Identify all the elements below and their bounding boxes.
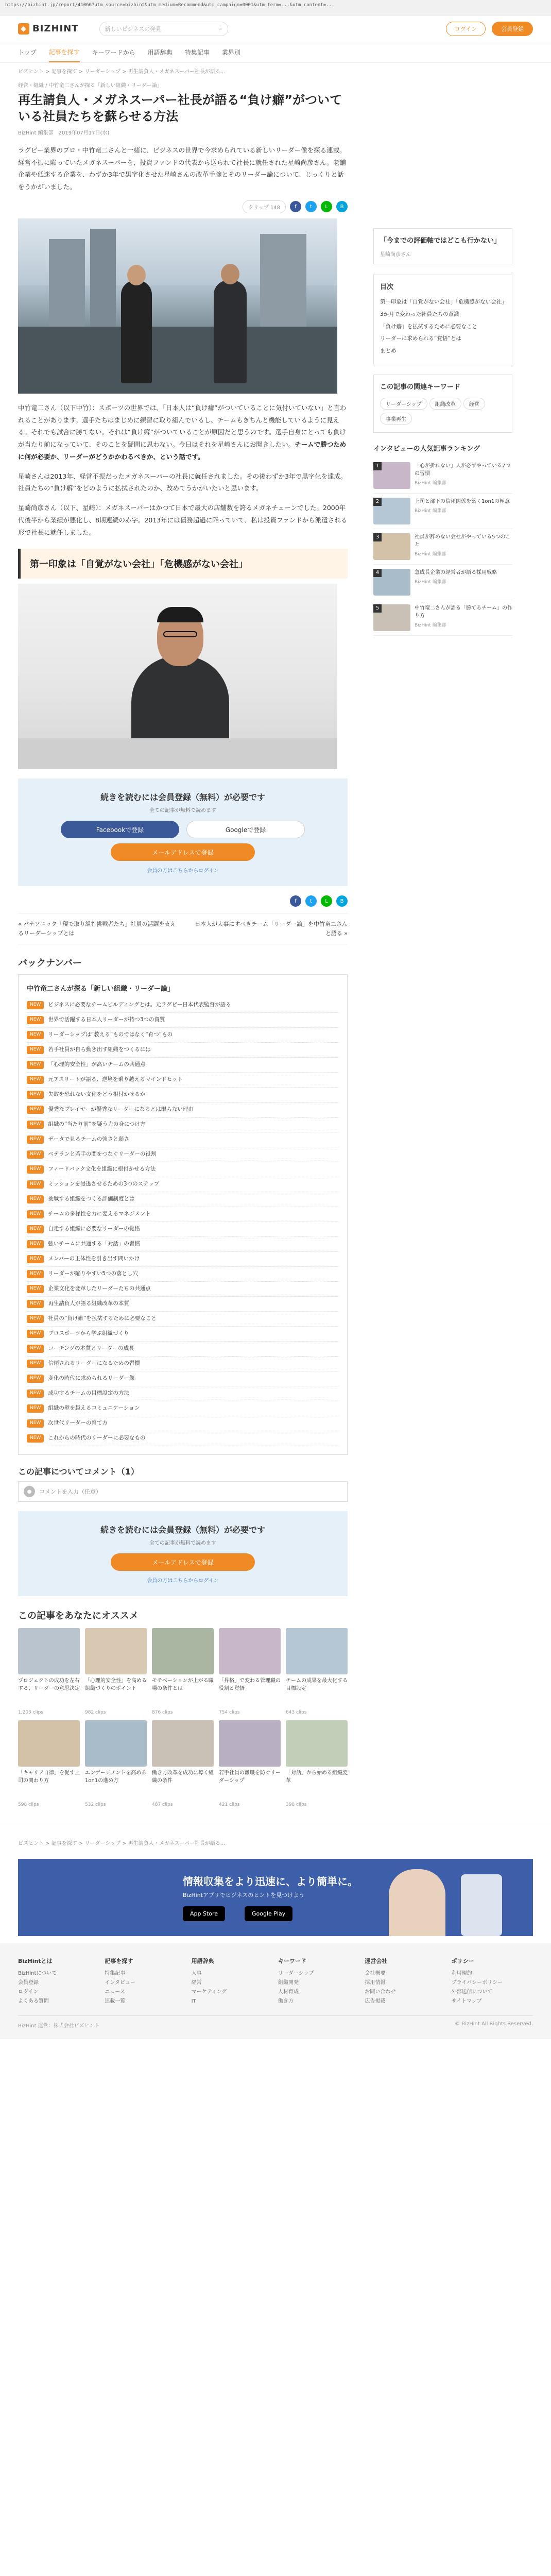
backnumber-item[interactable] xyxy=(27,1327,339,1342)
backnumber-subtitle[interactable]: 中竹竜二さんが探る「新しい組織・リーダー論」 xyxy=(27,985,175,993)
footer-link[interactable]: BizHintについて xyxy=(18,1971,57,1977)
ranking-meta: BizHint 編集部 xyxy=(415,579,446,585)
keyword-chip[interactable]: 組織改革 xyxy=(429,398,461,410)
new-badge: NEW xyxy=(27,1001,44,1009)
recommend-thumbnail xyxy=(85,1628,147,1674)
toc-item[interactable]: リーダーに求められる“覚悟”とは xyxy=(380,335,461,342)
recommend-card-title: 「対話」から始める組織変革 xyxy=(286,1770,348,1784)
article-photo xyxy=(18,218,337,394)
register-cta-box xyxy=(18,778,348,886)
search-input[interactable] xyxy=(99,22,228,36)
prev-article-link[interactable]: « パナソニック「現で取り組む挑戦者たち」社員の活躍を支えるリーダーシップとは xyxy=(18,921,176,937)
recommend-card[interactable] xyxy=(219,1628,281,1715)
new-badge: NEW xyxy=(27,1210,44,1218)
recommend-card-meta: 643 clips xyxy=(286,1710,307,1716)
footer-link[interactable]: よくある質問 xyxy=(18,1998,49,2005)
ranking-item[interactable] xyxy=(373,565,512,600)
backnumber-item-title: リーダーが陥りやすい5つの落とし穴 xyxy=(48,1270,139,1277)
app-store-button[interactable]: App Store xyxy=(183,1906,225,1921)
register-cta-title-2: 続きを読むには会員登録（無料）が必要です xyxy=(100,1525,265,1535)
backnumber-item-title: 変化の時代に求められるリーダー像 xyxy=(48,1375,135,1382)
recommend-card-meta: 754 clips xyxy=(219,1710,240,1716)
prev-next-nav xyxy=(18,913,348,944)
rank-number: 3 xyxy=(373,533,382,541)
backnumber-item-title: 世界で活躍する日本人リーダーが持つ3つの資質 xyxy=(48,1016,165,1023)
banner-title: 情報収集をより迅速に、より簡単に。 xyxy=(183,1875,358,1888)
backnumber-item-title: データで見るチームの強さと弱さ xyxy=(48,1136,129,1143)
breadcrumb[interactable]: ビズヒント > 記事を探す > リーダーシップ > 再生請負人・メガネスーパー社長が語る... xyxy=(18,69,226,75)
new-badge: NEW xyxy=(27,1106,44,1114)
ranking-item[interactable] xyxy=(373,494,512,529)
email-register-button-2[interactable]: メールアドレスで登録 xyxy=(111,1553,255,1571)
backnumber-item[interactable] xyxy=(27,1416,339,1431)
ranking-item[interactable] xyxy=(373,529,512,565)
new-badge: NEW xyxy=(27,1300,44,1308)
footer-link[interactable]: プライバシーポリシー xyxy=(451,1980,503,1986)
backnumber-item-title: 組織の“当たり前”を疑う力の身につけ方 xyxy=(48,1121,146,1128)
backnumber-item-title: 組織の壁を越えるコミュニケーション xyxy=(48,1405,140,1412)
line-icon[interactable]: L xyxy=(321,895,332,907)
bizhint-logo-icon: ◆ xyxy=(18,23,29,35)
site-footer xyxy=(0,1943,551,2039)
backnumber-item[interactable] xyxy=(27,1401,339,1416)
email-register-button[interactable]: メールアドレスで登録 xyxy=(111,843,255,861)
backnumber-item[interactable] xyxy=(27,1028,339,1043)
backnumber-item-title: ミッションを浸透させるための3つのステップ xyxy=(48,1181,160,1188)
backnumber-item[interactable] xyxy=(27,1357,339,1371)
new-badge: NEW xyxy=(27,1225,44,1233)
register-cta-sub-2: 全ての記事が無料で読めます xyxy=(149,1540,216,1547)
recommend-thumbnail xyxy=(219,1628,281,1674)
nav-item-articles[interactable]: 記事を探す xyxy=(49,42,80,62)
ranking-item[interactable] xyxy=(373,458,512,494)
register-button[interactable]: 会員登録 xyxy=(492,22,533,36)
footer-link[interactable]: 会員登録 xyxy=(18,1980,39,1986)
profile-card[interactable] xyxy=(373,228,512,264)
new-badge: NEW xyxy=(27,1330,44,1338)
new-badge: NEW xyxy=(27,1285,44,1293)
recommend-card-title: 働き方改革を成功に導く組織の条件 xyxy=(152,1770,214,1784)
backnumber-item-title: ビジネスに必要なチームビルディングとは。元ラグビー日本代表監督が語る xyxy=(48,1002,231,1008)
article-para-1 xyxy=(18,402,348,463)
backnumber-item-title: ベテランと若手の間をつなぐリーダーの役割 xyxy=(48,1151,157,1158)
google-play-button[interactable]: Google Play xyxy=(245,1906,292,1921)
sidebar xyxy=(373,79,512,1807)
avatar: ● xyxy=(24,1486,35,1497)
recommend-card-title: 「昇格」で変わる管理職の役割と覚悟 xyxy=(219,1678,281,1692)
backnumber-item[interactable] xyxy=(27,1013,339,1028)
ranking-title: 中竹竜二さんが語る「勝てるチーム」の作り方 xyxy=(415,605,512,619)
backnumber-item-title: これからの時代のリーダーに必要なもの xyxy=(48,1435,146,1442)
recommend-card-meta: 532 clips xyxy=(85,1802,106,1808)
backnumber-item-title: 社員の“負け癖”を払拭するために必要なこと xyxy=(48,1315,157,1322)
backnumber-item[interactable] xyxy=(27,1117,339,1132)
line-icon[interactable]: L xyxy=(321,201,332,212)
register-cta-box-2 xyxy=(18,1511,348,1596)
comment-placeholder: コメントを入力（任意） xyxy=(39,1488,101,1496)
register-cta-title: 続きを読むには会員登録（無料）が必要です xyxy=(100,792,265,803)
ranking-title: 急成長企業の経営者が語る採用戦略 xyxy=(415,569,497,575)
new-badge: NEW xyxy=(27,1389,44,1398)
backnumber-item-title: リーダーシップは“教える”ものではなく“育つ”もの xyxy=(48,1031,173,1038)
comments-title: この記事についてコメント（1） xyxy=(18,1467,139,1477)
backnumber-item-title: 若手社員が自ら動き出す組織をつくるには xyxy=(48,1046,151,1053)
backnumber-item[interactable] xyxy=(27,1043,339,1058)
backnumber-item[interactable] xyxy=(27,1222,339,1237)
backnumber-item[interactable] xyxy=(27,1147,339,1162)
toc-item[interactable]: 第一印象は「自覚がない会社」「危機感がない会社」 xyxy=(380,299,507,305)
backnumber-item[interactable] xyxy=(27,1282,339,1297)
article-title: 再生請負人・メガネスーパー社長が語る“負け癖”がついている社員たちを蘇らせる方法 xyxy=(18,93,342,124)
backnumber-item[interactable] xyxy=(27,1073,339,1088)
ranking-meta: BizHint 編集部 xyxy=(415,508,446,514)
new-badge: NEW xyxy=(27,1076,44,1084)
footer-column xyxy=(278,1957,359,2006)
backnumber-item-title: 次世代リーダーの育て方 xyxy=(48,1420,108,1427)
recommend-thumbnail xyxy=(286,1720,348,1767)
article-para-2: 星崎さんは2013年、経営不振だったメガネスーパーの社長に就任されました。その後わずか3年で黒字化を達成。社員たちの“負け癖”をどのように払拭されたのか、改めてうかがいたいと思います。 xyxy=(18,472,347,493)
site-header xyxy=(0,15,551,42)
recommend-thumbnail xyxy=(18,1720,80,1767)
recommend-card-meta: 398 clips xyxy=(286,1802,307,1808)
ranking-meta: BizHint 編集部 xyxy=(415,622,446,628)
login-link[interactable]: 会員の方はこちらからログイン xyxy=(147,868,219,874)
recommend-card[interactable] xyxy=(286,1628,348,1715)
backnumber-item-title: 挑戦する組織をつくる評価制度とは xyxy=(48,1196,135,1202)
backnumber-item[interactable] xyxy=(27,998,339,1013)
footer-link[interactable]: 特集記事 xyxy=(105,1971,126,1977)
footer-link[interactable]: ログイン xyxy=(18,1989,39,1995)
ranking-title: 社員が辞めない会社がやっている5つのこと xyxy=(415,534,511,548)
ranking-section xyxy=(373,443,512,636)
nav-item-keywords[interactable]: キーワードから xyxy=(92,49,135,56)
para1-text: 中竹竜二さん（以下中竹）：スポーツの世界では、「日本人は“負け癖”がついていることに気付いていない」と言われることがあります。選手たちはまじめに練習に取り組んでいるし、チームもきちんと機能しているように見える。それでも試合に勝てない。それは“負け癖”がついていることが原因だと思うのです。選手自身にとっても負けが当たり前になっていて、そのことを疑問に思わない。今日はそれを星崎さんにお聞きしたい。 xyxy=(18,403,347,449)
recommend-thumbnail xyxy=(219,1720,281,1767)
recommend-grid xyxy=(18,1628,348,1807)
backnumber-item[interactable] xyxy=(27,1103,339,1117)
ranking-title: 「心が折れない」人が必ずやっている7つの習慣 xyxy=(415,463,511,477)
footer-link[interactable]: IT xyxy=(191,1998,196,2005)
backnumber-item[interactable] xyxy=(27,1162,339,1177)
new-badge: NEW xyxy=(27,1091,44,1099)
recommend-card-meta: 1,203 clips xyxy=(18,1710,43,1716)
footer-column-heading: 用語辞典 xyxy=(191,1958,214,1965)
copyright: © BizHint All Rights Reserved. xyxy=(455,2021,533,2027)
footer-column xyxy=(105,1957,186,2006)
backnumber-item-title: 「心理的安全性」が高いチームの共通点 xyxy=(48,1061,146,1068)
new-badge: NEW xyxy=(27,1195,44,1204)
recommend-card[interactable] xyxy=(152,1628,214,1715)
new-badge: NEW xyxy=(27,1404,44,1413)
rank-number: 1 xyxy=(373,462,382,470)
backnumber-item[interactable] xyxy=(27,1088,339,1103)
portrait-photo xyxy=(18,584,337,769)
recommend-card[interactable] xyxy=(85,1628,147,1715)
twitter-icon[interactable]: t xyxy=(305,201,317,212)
backnumber-item[interactable] xyxy=(27,1252,339,1267)
new-badge: NEW xyxy=(27,1061,44,1069)
toc-item[interactable]: 「負け癖」を払拭するために必要なこと xyxy=(380,323,477,330)
backnumber-item[interactable] xyxy=(27,1267,339,1282)
new-badge: NEW xyxy=(27,1434,44,1443)
login-link-2[interactable]: 会員の方はこちらからログイン xyxy=(147,1578,219,1584)
comment-input[interactable] xyxy=(18,1481,348,1502)
backnumber-item-title: プロスポーツから学ぶ組織づくり xyxy=(48,1330,129,1337)
backnumber-item[interactable] xyxy=(27,1312,339,1327)
banner-phone-image xyxy=(461,1874,502,1936)
recommend-thumbnail xyxy=(18,1628,80,1674)
para1-emphasis: チームで勝つために何が必要か、リーダーがどうかかわるべきか、という話です。 xyxy=(18,440,347,461)
recommend-card-title: 「心理的安全性」を高める組織づくりのポイント xyxy=(85,1678,147,1692)
ranking-thumbnail xyxy=(373,498,410,524)
footer-column xyxy=(18,1957,99,2006)
ranking-meta: BizHint 編集部 xyxy=(415,480,446,486)
search-icon[interactable]: ⌕ xyxy=(219,25,222,32)
next-article-link[interactable]: 日本人が大事にすべきチーム「リーダー論」を中竹竜二さんと語る » xyxy=(195,921,348,937)
backnumber-item[interactable] xyxy=(27,1371,339,1386)
ranking-thumbnail xyxy=(373,462,410,489)
hatena-icon[interactable]: B xyxy=(336,895,348,907)
clip-button[interactable]: クリップ 148 xyxy=(243,200,286,213)
section-heading: 第一印象は「自覚がない会社」「危機感がない会社」 xyxy=(18,549,348,579)
backnumber-item[interactable] xyxy=(27,1431,339,1446)
article-main xyxy=(18,79,348,1807)
google-register-button[interactable]: Googleで登録 xyxy=(186,821,305,838)
nav-item-top[interactable]: トップ xyxy=(18,49,37,56)
backnumber-item-title: 企業文化を変革したリーダーたちの共通点 xyxy=(48,1285,151,1292)
footer-link[interactable]: リーダーシップ xyxy=(278,1971,314,1977)
footer-link[interactable]: 会社概要 xyxy=(365,1971,386,1977)
footer-link[interactable]: お問い合わせ xyxy=(365,1989,396,1995)
rank-number: 2 xyxy=(373,498,382,506)
recommend-thumbnail xyxy=(152,1628,214,1674)
hatena-icon[interactable]: B xyxy=(336,201,348,212)
new-badge: NEW xyxy=(27,1315,44,1323)
facebook-register-button[interactable]: Facebookで登録 xyxy=(61,821,179,838)
logo-text: BIZHINT xyxy=(32,23,79,34)
recommend-thumbnail xyxy=(85,1720,147,1767)
footer-link[interactable]: 人事 xyxy=(191,1971,202,1977)
related-title: この記事の関連キーワード xyxy=(380,383,461,391)
nav-item-features[interactable]: 特集記事 xyxy=(184,49,210,56)
backnumber-item[interactable] xyxy=(27,1192,339,1207)
rank-number: 4 xyxy=(373,569,382,577)
search-placeholder: 新しいビジネスの発見 xyxy=(105,25,162,32)
recommend-card-meta: 982 clips xyxy=(85,1710,106,1716)
recommend-thumbnail xyxy=(286,1628,348,1674)
article-byline: BizHint 編集部 2019年07月17日(水) xyxy=(18,130,110,136)
footer-breadcrumb[interactable]: ビズヒント > 記事を探す > リーダーシップ > 再生請負人・メガネスーパー社長が語る... xyxy=(0,1823,551,1852)
ranking-meta: BizHint 編集部 xyxy=(415,551,446,557)
footer-link[interactable]: 経営 xyxy=(191,1980,202,1986)
footer-column-heading: キーワード xyxy=(278,1958,306,1965)
keyword-chip[interactable]: 経営 xyxy=(463,398,485,410)
nav-item-glossary[interactable]: 用語辞典 xyxy=(147,49,173,56)
footer-column xyxy=(192,1957,273,2006)
backnumber-item[interactable] xyxy=(27,1237,339,1252)
backnumber-item-title: チームの多様性を力に変えるマネジメント xyxy=(48,1211,151,1217)
article-para-3: 星崎尚彦さん（以下、星崎）：メガネスーパーはかつて日本で最大の店舗数を誇るメガネチェーンでした。2000年代後半から業績が悪化し、8期連続の赤字。2013年には債務超過に陥っていて、私は投資ファンドから派遣される形で社長に就任しました。 xyxy=(18,504,348,536)
recommend-card-meta: 487 clips xyxy=(152,1802,173,1808)
new-badge: NEW xyxy=(27,1360,44,1368)
footer-link[interactable]: マーケティング xyxy=(191,1989,227,1995)
related-keywords xyxy=(373,375,512,433)
share-bar xyxy=(18,200,348,213)
recommend-card[interactable] xyxy=(18,1720,80,1807)
rank-number: 5 xyxy=(373,604,382,613)
footer-column xyxy=(452,1957,533,2006)
toc-item[interactable]: まとめ xyxy=(380,348,397,354)
ranking-thumbnail xyxy=(373,604,410,631)
backnumber-item[interactable] xyxy=(27,1207,339,1222)
share-bar-bottom xyxy=(18,895,348,907)
app-banner[interactable] xyxy=(18,1859,533,1936)
backnumber-item[interactable] xyxy=(27,1058,339,1073)
backnumber-item[interactable] xyxy=(27,1386,339,1401)
footer-link[interactable]: サイトマップ xyxy=(451,1998,482,2005)
footer-link[interactable]: 外部送信について xyxy=(451,1989,493,1995)
backnumber-item-title: 失敗を恐れない文化をどう根付かせるか xyxy=(48,1091,146,1098)
new-badge: NEW xyxy=(27,1180,44,1189)
profile-title: 「今までの評価軸ではどこも行かない」 xyxy=(380,237,501,245)
url-bar[interactable]: https://bizhint.jp/report/41066?utm_source=bizhint&utm_medium=Recommend&utm_campaign=0001&utm_term=...&utm_content=... xyxy=(0,0,551,15)
recommend-card[interactable] xyxy=(286,1720,348,1807)
facebook-icon[interactable]: f xyxy=(290,895,301,907)
recommend-card-title: プロジェクトの成功を左右する、リーダーの意思決定 xyxy=(18,1678,80,1692)
toc-card xyxy=(373,275,512,364)
recommend-card-meta: 876 clips xyxy=(152,1710,173,1716)
toc-title: 目次 xyxy=(380,283,394,291)
ranking-title: インタビューの人気記事ランキング xyxy=(373,445,480,453)
facebook-icon[interactable]: f xyxy=(290,201,301,212)
footer-link[interactable]: 働き方 xyxy=(278,1998,294,2005)
recommend-card[interactable] xyxy=(219,1720,281,1807)
footer-column-heading: 記事を探す xyxy=(105,1958,133,1965)
recommend-card-meta: 598 clips xyxy=(18,1802,39,1808)
new-badge: NEW xyxy=(27,1150,44,1159)
backnumber-item-title: コーチングの本質とリーダーの成長 xyxy=(48,1345,134,1352)
footer-column-heading: ポリシー xyxy=(451,1958,474,1965)
backnumber-item-title: 再生請負人が語る組織改革の本質 xyxy=(48,1300,129,1307)
backnumber-item-title: 信頼されるリーダーになるための習慣 xyxy=(48,1360,140,1367)
keyword-chip[interactable]: 事業再生 xyxy=(380,413,412,425)
twitter-icon[interactable]: t xyxy=(305,895,317,907)
register-cta-sub: 全ての記事が無料で読めます xyxy=(149,808,216,814)
new-badge: NEW xyxy=(27,1375,44,1383)
main-nav xyxy=(0,42,551,63)
backnumber-item[interactable] xyxy=(27,1297,339,1312)
banner-person-image xyxy=(389,1869,445,1936)
login-button[interactable]: ログイン xyxy=(446,22,486,36)
footer-link[interactable]: 組織開発 xyxy=(278,1980,299,1986)
new-badge: NEW xyxy=(27,1255,44,1263)
footer-link[interactable]: 利用規約 xyxy=(451,1971,472,1977)
backnumber-item-title: 成功するチームの目標設定の方法 xyxy=(48,1390,129,1397)
new-badge: NEW xyxy=(27,1345,44,1353)
company-name: BizHint 運営：株式会社ビズヒント xyxy=(18,2023,100,2029)
backnumber-item[interactable] xyxy=(27,1177,339,1192)
recommend-card[interactable] xyxy=(18,1628,80,1715)
ranking-thumbnail xyxy=(373,569,410,596)
ranking-item[interactable] xyxy=(373,600,512,636)
footer-link[interactable]: 広告掲載 xyxy=(365,1998,386,2005)
footer-link[interactable]: 連載一覧 xyxy=(105,1998,126,2005)
backnumber-item[interactable] xyxy=(27,1342,339,1357)
new-badge: NEW xyxy=(27,1016,44,1024)
article-intro: ラグビー業界のプロ・中竹竜二さんと一緒に、ビジネスの世界で今求められている新しいリーダー像を探る連載。経営不振に陥っていたメガネスーパーを、投資ファンドの代表から送られて社長に就任された星崎尚彦さん。老舗企業や低迷する企業を、わずか3年で黒字化させた星崎さんの改革手腕とそのリーダー論について、じっくりと話をうかがいました。 xyxy=(18,146,346,191)
new-badge: NEW xyxy=(27,1270,44,1278)
backnumber-list xyxy=(18,974,348,1455)
recommend-title: この記事をあなたにオススメ xyxy=(18,1611,139,1622)
new-badge: NEW xyxy=(27,1136,44,1144)
new-badge: NEW xyxy=(27,1165,44,1174)
new-badge: NEW xyxy=(27,1240,44,1248)
backnumber-title: バックナンバー xyxy=(18,958,82,969)
article-tags[interactable]: 経営・組織 / 中竹竜二さんが探る「新しい組織・リーダー論」 xyxy=(18,83,162,89)
ranking-title: 上司と部下の信頼関係を築く1on1の極意 xyxy=(415,498,510,504)
backnumber-item[interactable] xyxy=(27,1132,339,1147)
profile-sub: 星崎尚彦さん xyxy=(380,252,411,258)
new-badge: NEW xyxy=(27,1121,44,1129)
footer-column xyxy=(365,1957,446,2006)
backnumber-item-title: フィードバック文化を組織に根付かせる方法 xyxy=(48,1166,156,1173)
recommend-thumbnail xyxy=(152,1720,214,1767)
keyword-chip[interactable]: リーダーシップ xyxy=(380,398,427,410)
recommend-card-title: チームの成果を最大化する目標設定 xyxy=(286,1678,348,1692)
recommend-card[interactable] xyxy=(85,1720,147,1807)
recommend-card-title: モチベーションが上がる職場の条件とは xyxy=(152,1678,214,1692)
recommend-card-meta: 421 clips xyxy=(219,1802,240,1808)
ranking-thumbnail xyxy=(373,533,410,560)
recommend-card-title: 「キャリア自律」を促す上司の関わり方 xyxy=(18,1770,80,1784)
footer-column-heading: BizHintとは xyxy=(18,1958,53,1965)
recommend-card[interactable] xyxy=(152,1720,214,1807)
recommend-card-title: 若手社員の離職を防ぐリーダーシップ xyxy=(219,1770,281,1784)
banner-sub: BizHintアプリでビジネスのヒントを見つけよう xyxy=(183,1892,305,1899)
nav-item-industry[interactable]: 業界別 xyxy=(221,49,240,56)
footer-link[interactable]: ニュース xyxy=(105,1989,125,1995)
footer-link[interactable]: 人材育成 xyxy=(278,1989,299,1995)
new-badge: NEW xyxy=(27,1419,44,1428)
toc-item[interactable]: 3か月で変わった社員たちの意識 xyxy=(380,311,459,317)
footer-link[interactable]: 採用情報 xyxy=(365,1980,386,1986)
backnumber-item-title: 自走する組織に必要なリーダーの覚悟 xyxy=(48,1226,140,1232)
new-badge: NEW xyxy=(27,1046,44,1054)
backnumber-item-title: 優秀なプレイヤーが優秀なリーダーになるとは限らない理由 xyxy=(48,1106,194,1113)
logo[interactable] xyxy=(18,23,79,35)
new-badge: NEW xyxy=(27,1031,44,1039)
footer-column-heading: 運営会社 xyxy=(365,1958,388,1965)
backnumber-item-title: 元アスリートが語る、逆境を乗り越えるマインドセット xyxy=(48,1076,183,1083)
footer-link[interactable]: インタビュー xyxy=(105,1980,135,1986)
backnumber-item-title: 強いチームに共通する「対話」の習慣 xyxy=(48,1241,140,1247)
recommend-card-title: エンゲージメントを高める1on1の進め方 xyxy=(85,1770,147,1784)
backnumber-item-title: メンバーの主体性を引き出す問いかけ xyxy=(48,1256,140,1262)
